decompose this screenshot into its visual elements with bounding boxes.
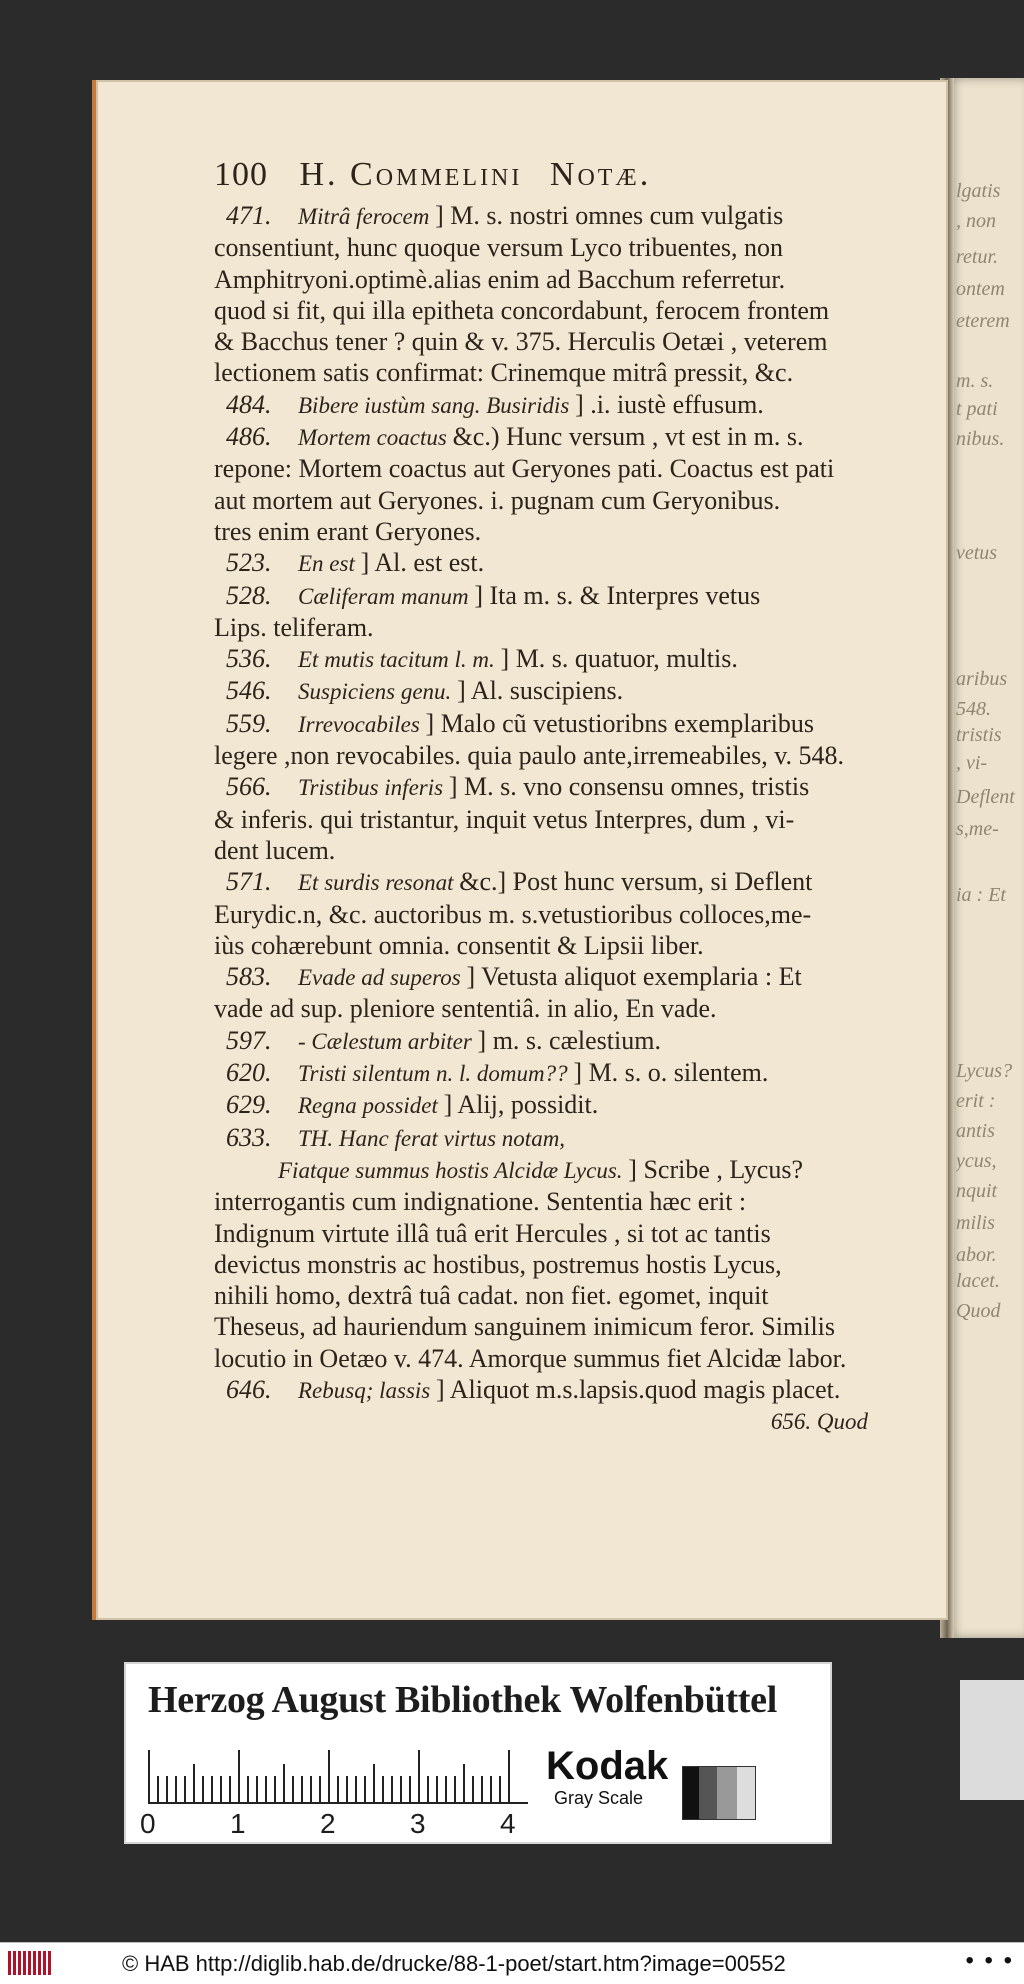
line-text: aut mortem aut Geryones. i. pugnam cum Geryonibus. [214,485,781,515]
verse-number: 571. [226,867,272,897]
verse-number: 484. [226,389,272,419]
ruler-label: 2 [320,1808,336,1839]
ruler-label: 0 [140,1808,156,1839]
text-line [214,1025,874,1057]
ruler-tick [463,1764,465,1802]
verse-number: 583. [226,962,272,992]
neighbour-text-fragment: aribus [956,668,1008,690]
line-text: Amphitryoni.optimè.alias enim ad Bacchum referretur. [214,264,786,294]
verse-number: 633. [226,1122,272,1152]
line-text: ] Alij, possidit. [443,1090,599,1120]
text-line [214,866,874,898]
lemma: Mitrâ ferocem [298,204,436,229]
ruler-tick [328,1750,330,1802]
lemma: Et mutis tacitum l. m. [298,647,501,673]
text-line [214,326,874,357]
running-head-title: Notæ. [549,156,652,193]
text-line [214,547,874,579]
line-text: &c.] Post hunc versum, si Deflent [459,867,813,897]
text-line [214,200,874,232]
neighbour-page-strip [948,78,1024,1638]
lemma: Mortem coactus [298,425,453,451]
lemma: Evade ad superos [298,965,467,991]
ruler-tick [292,1776,294,1802]
line-text: ] Ita m. s. & Interpres vetus [474,580,761,610]
verse-number: 536. [226,644,272,674]
line-text: consentiunt, hunc quoque versum Lyco tribuentes, non [214,233,784,263]
ruler-tick [490,1776,492,1802]
text-line [214,580,874,612]
verse-number: 471. [226,201,272,230]
line-text: Eurydic.n, &c. auctoribus m. s.vetustioribus colloces,me- [214,899,812,929]
folio-number: 100 [214,156,268,193]
hab-logo-icon [8,1951,52,1975]
ruler-label: 1 [230,1808,246,1839]
ruler-tick [382,1776,384,1802]
line-text: ] .i. iustè effusum. [575,389,764,419]
ruler-tick [436,1776,438,1802]
neighbour-text-fragment: Deflent [956,786,1015,808]
neighbour-text-fragment: , vi- [956,752,988,774]
text-line [214,708,874,740]
line-text: ] Scribe , Lycus? [628,1154,804,1184]
scale-ruler [148,1746,528,1804]
line-text: ] Malo cũ vetustioribns exemplaribus [425,708,815,738]
text-line [214,899,874,930]
neighbour-text-fragment: eterem [956,310,1010,332]
ruler-tick [184,1776,186,1802]
lemma: Cæliferam manum [298,583,475,609]
ruler-tick [229,1776,231,1802]
line-text: iùs cohærebunt omnia. consentit & Lipsii liber. [214,930,704,960]
text-line [214,1089,874,1121]
text-line [214,1186,874,1217]
line-text: ] Al. suscipiens. [457,676,624,706]
line-text: ] M. s. vno consensu omnes, tristis [448,772,810,802]
ruler-tick [247,1776,249,1802]
line-text: ] Al. est est. [360,548,485,578]
neighbour-text-fragment: ia : Et [956,884,1006,906]
gray-scale-label: Gray Scale [554,1788,644,1808]
text-line [214,1154,874,1186]
ruler-tick [283,1764,285,1802]
line-text: dent lucem. [214,835,336,865]
line-text: vade ad sup. pleniore sententiâ. in alio, En vade. [214,994,717,1024]
verse-number: 597. [226,1025,272,1055]
neighbour-text-fragment: t pati [956,398,998,420]
verse-number: 523. [226,548,272,578]
neighbour-text-fragment: ycus, [956,1150,997,1172]
running-head [214,156,651,194]
text-line [214,485,874,516]
neighbour-text-fragment: retur. [956,246,999,268]
line-text: locutio in Oetæo v. 474. Amorque summus fiet Alcidæ labor. [214,1343,847,1373]
ruler-tick [400,1776,402,1802]
neighbour-text-fragment: 548. [956,698,991,720]
ruler-tick [427,1776,429,1802]
ruler-tick [499,1776,501,1802]
line-text: ] Vetusta aliquot exemplaria : Et [466,962,802,992]
ruler-tick [301,1776,303,1802]
text-line [214,1057,874,1089]
ruler-tick [508,1750,510,1802]
neighbour-text-fragment: milis [956,1212,995,1234]
ruler-tick [265,1776,267,1802]
lemma: Tristi silentum n. l. domum?? [298,1061,574,1087]
ruler-tick [202,1776,204,1802]
neighbour-text-fragment: ontem [956,278,1005,300]
text-line [214,389,874,421]
text-line [214,1374,874,1406]
lemma: Tristibus inferis [298,775,449,801]
catchword: 656. Quod [770,1409,868,1435]
neighbour-text-fragment: abor. [956,1244,997,1266]
neighbour-text-fragment: , non [956,210,996,232]
gray-swatch [682,1766,756,1820]
verse-number: 559. [226,708,272,738]
verse-number: 566. [226,772,272,802]
text-line [214,835,874,866]
text-line [214,264,874,295]
neighbour-text-fragment: Lycus? [956,1060,1013,1082]
ruler-tick [445,1776,447,1802]
text-line [214,516,874,547]
line-text: ] M. s. nostri omnes cum vulgatis [435,201,784,230]
line-text: legere ,non revocabiles. quia paulo ante,irremeabiles, v. 548. [214,741,845,771]
lemma: Bibere iustùm sang. Busiridis [298,392,576,418]
line-text: Lips. teliferam. [214,612,374,642]
card-title: Herzog August Bibliothek Wolfenbüttel [148,1679,777,1721]
neighbour-text-fragment: lacet. [956,1270,1000,1292]
lemma: Regna possidet [298,1093,444,1119]
text-line [214,993,874,1024]
text-line [214,1280,874,1311]
text-line [214,1122,874,1154]
neighbour-text-fragment: nibus. [956,428,1005,450]
verse-number: 646. [226,1374,272,1404]
lemma: Et surdis resonat [298,870,460,896]
text-line [214,1249,874,1280]
text-line [214,612,874,643]
text-line [214,930,874,961]
text-line [214,1343,874,1374]
ruler-tick [481,1776,483,1802]
line-text: &c.) Hunc versum , vt est in m. s. [452,422,804,452]
line-text: ] Aliquot m.s.lapsis.quod magis placet. [436,1374,841,1404]
text-line [214,771,874,803]
line-text: interrogantis cum indignatione. Sententia hæc erit : [214,1187,747,1217]
book-page [92,80,948,1620]
verse-number: 528. [226,580,272,610]
line-text: ] M. s. quatuor, multis. [500,644,738,674]
neighbour-text-fragment: vetus [956,542,998,564]
verse-number: 620. [226,1058,272,1088]
color-calibration-card [124,1662,832,1844]
ruler-tick [220,1776,222,1802]
ruler-tick [274,1776,276,1802]
lemma: - Cælestum arbiter [298,1028,478,1054]
text-line [214,1218,874,1249]
ruler-label: 4 [500,1808,516,1839]
line-text: devictus monstris ac hostibus, postremus hostis Lycus, [214,1249,782,1279]
neighbour-text-fragment: m. s. [956,370,994,392]
neighbour-text-fragment: lgatis [956,180,1001,202]
line-text: & inferis. qui tristantur, inquit vetus Interpres, dum , vi- [214,804,795,834]
text-line [214,675,874,707]
neighbour-text-fragment: antis [956,1120,995,1142]
lemma: Irrevocabiles [298,711,426,737]
lemma: En est [298,551,361,577]
ruler-tick [175,1776,177,1802]
line-text: nihili homo, dextrâ tuâ cadat. non fiet. egomet, inquit [214,1281,769,1311]
text-line [214,740,874,771]
line-text: & Bacchus tener ? quin & v. 375. Herculis Oetæi , veterem [214,327,828,357]
line-text: repone: Mortem coactus aut Geryones pati. Coactus est pati [214,454,835,484]
text-line [214,357,874,388]
neighbour-text-fragment: erit : [956,1090,996,1112]
line-text: Theseus, ad hauriendum sanguinem inimicum feror. Similis [214,1312,836,1342]
card-edge-fragment [960,1680,1024,1800]
lemma: TH. Hanc ferat virtus notam, [298,1125,566,1151]
ruler-tick [310,1776,312,1802]
text-line [214,232,874,263]
footer-source-link[interactable]: © HAB http://diglib.hab.de/drucke/88-1-poet/start.htm?image=00552 [122,1951,786,1976]
ruler-tick [157,1776,159,1802]
text-line [214,421,874,453]
line-text: lectionem satis confirmat: Crinemque mitrâ pressit, &c. [214,358,794,388]
lemma: Suspiciens genu. [298,679,458,705]
line-text: Indignum virtute illâ tuâ erit Hercules , si tot ac tantis [214,1218,771,1248]
ruler-label: 3 [410,1808,426,1839]
text-line [214,453,874,484]
ruler-tick [373,1764,375,1802]
verse-number: 546. [226,676,272,706]
neighbour-text-fragment: nquit [956,1180,998,1202]
line-text: ] M. s. o. silentem. [573,1058,769,1088]
ruler-tick [355,1776,357,1802]
ruler-tick [409,1776,411,1802]
ruler-tick [364,1776,366,1802]
more-icon[interactable]: • • • [965,1947,1014,1974]
text-line [214,643,874,675]
ruler-tick [418,1750,420,1802]
verse-number: 486. [226,422,272,452]
neighbour-text-fragment: tristis [956,724,1002,746]
ruler-tick [337,1776,339,1802]
footer-bar [0,1942,1024,1984]
ruler-tick [454,1776,456,1802]
ruler-tick [193,1764,195,1802]
kodak-logo: Kodak [546,1744,669,1788]
ruler-tick [391,1776,393,1802]
text-line [214,1311,874,1342]
line-text: tres enim erant Geryones. [214,516,482,546]
ruler-tick [148,1750,150,1802]
ruler-tick [256,1776,258,1802]
neighbour-text-fragment: Quod [956,1300,1001,1322]
ruler-tick [238,1750,240,1802]
ruler-tick [319,1776,321,1802]
page-body-text [214,200,874,1438]
text-line [214,804,874,835]
ruler-tick [472,1776,474,1802]
line-text: quod si fit, qui illa epitheta concordabunt, ferocem frontem [214,295,830,325]
lemma: Rebusq; lassis [298,1377,436,1403]
text-line [214,961,874,993]
verse-number: 629. [226,1090,272,1120]
ruler-tick [166,1776,168,1802]
text-line [214,295,874,326]
lemma: Fiatque summus hostis Alcidæ Lycus. [278,1157,629,1183]
neighbour-text-fragment: s,me- [956,818,999,840]
ruler-tick [346,1776,348,1802]
ruler-tick [211,1776,213,1802]
line-text: ] m. s. cælestium. [477,1025,661,1055]
running-head-author: H. Commelini [299,156,523,193]
